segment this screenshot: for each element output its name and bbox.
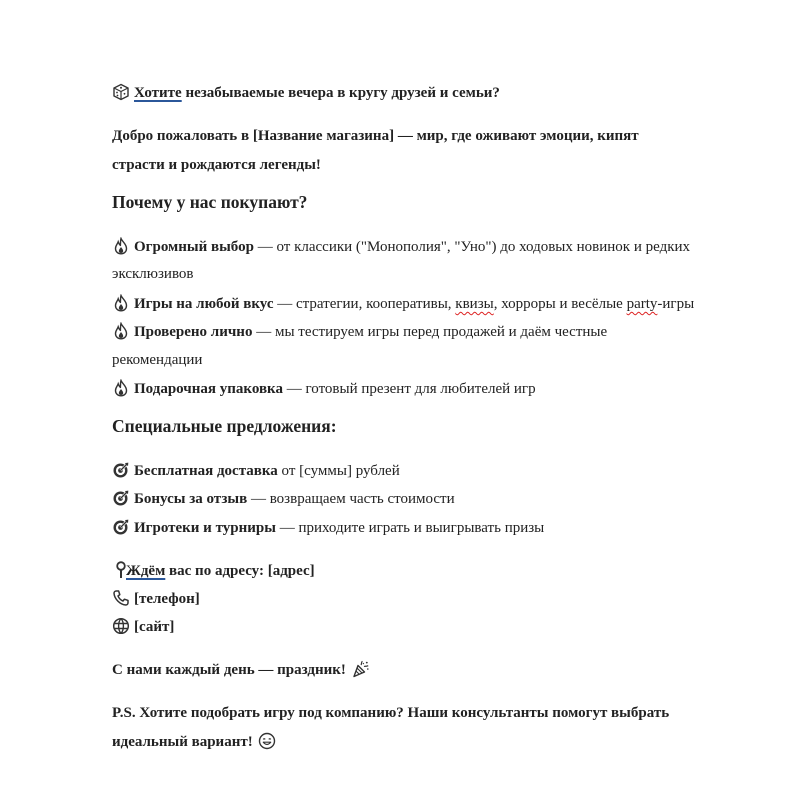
- festive-text: С нами каждый день — праздник!: [112, 662, 346, 678]
- why-item-title: Игры на любой вкус: [134, 296, 274, 312]
- why-item-title: Огромный выбор: [134, 239, 254, 255]
- address-word: Ждём: [126, 563, 166, 579]
- fire-icon: [112, 237, 130, 255]
- intro-rest: незабываемые вечера в кругу друзей и семьи?: [181, 85, 500, 101]
- spellcheck-word: квизы: [455, 296, 494, 312]
- spellcheck-word: party: [626, 296, 658, 312]
- ps-text: идеальный вариант!: [112, 734, 253, 750]
- why-item-2: [112, 294, 694, 313]
- offer-item-3: [112, 518, 544, 537]
- intro-line: [112, 83, 500, 102]
- offer-item-text: — приходите играть и выигрывать призы: [275, 520, 545, 536]
- target-icon: [112, 461, 130, 479]
- why-item-title: Проверено лично: [134, 324, 253, 340]
- phone-line: [112, 589, 200, 608]
- offer-item-title: Игротеки и турниры: [134, 520, 276, 536]
- why-item-text: — мы тестируем игры перед продажей и даём честные: [252, 324, 608, 340]
- target-icon: [112, 518, 130, 536]
- why-item-text: , хорроры и весёлые: [493, 296, 627, 312]
- pin-icon: [112, 561, 124, 579]
- address-line: [112, 561, 315, 580]
- site-text: [сайт]: [134, 619, 175, 635]
- why-item-1: [112, 237, 690, 256]
- offer-item-text: — возвращаем часть стоимости: [247, 491, 455, 507]
- offer-item-title: Бесплатная доставка: [134, 463, 278, 479]
- why-heading: Почему у нас покупают?: [112, 192, 308, 212]
- ps-line-2: [112, 732, 280, 751]
- address-rest: вас по адресу: [адрес]: [165, 563, 315, 579]
- intro-word: Хотите: [134, 85, 182, 101]
- offer-item-1: [112, 461, 400, 480]
- welcome-line-1: Добро пожаловать в [Название магазина] — мир, где оживают эмоции, кипят: [112, 128, 639, 144]
- phone-text: [телефон]: [134, 591, 200, 607]
- why-item-3-cont: рекомендации: [112, 352, 203, 368]
- why-item-text: — готовый презент для любителей игр: [282, 381, 536, 397]
- offers-heading: Специальные предложения:: [112, 416, 337, 436]
- why-item-3: [112, 322, 607, 341]
- why-item-text: — стратегии, кооперативы,: [273, 296, 456, 312]
- fire-icon: [112, 294, 130, 312]
- globe-icon: [112, 617, 130, 635]
- why-item-text: -игры: [657, 296, 695, 312]
- game-die-icon: [112, 83, 130, 101]
- phone-icon: [112, 589, 130, 607]
- ps-line-1: P.S. Хотите подобрать игру под компанию? Наши консультанты помогут выбрать: [112, 705, 670, 721]
- offer-item-title: Бонусы за отзыв: [134, 491, 248, 507]
- why-item-text: — от классики ("Монополия", "Уно") до ходовых новинок и редких: [253, 239, 691, 255]
- site-line: [112, 617, 174, 636]
- offer-item-2: [112, 489, 455, 508]
- target-icon: [112, 489, 130, 507]
- why-item-4: [112, 379, 536, 398]
- why-item-title: Подарочная упаковка: [134, 381, 283, 397]
- why-item-1-cont: эксклюзивов: [112, 266, 194, 282]
- smile-icon: [258, 732, 276, 750]
- fire-icon: [112, 379, 130, 397]
- festive-line: [112, 660, 374, 679]
- party-popper-icon: [352, 660, 370, 678]
- welcome-line-2: страсти и рождаются легенды!: [112, 157, 321, 173]
- offer-item-text: от [суммы] рублей: [277, 463, 400, 479]
- fire-icon: [112, 322, 130, 340]
